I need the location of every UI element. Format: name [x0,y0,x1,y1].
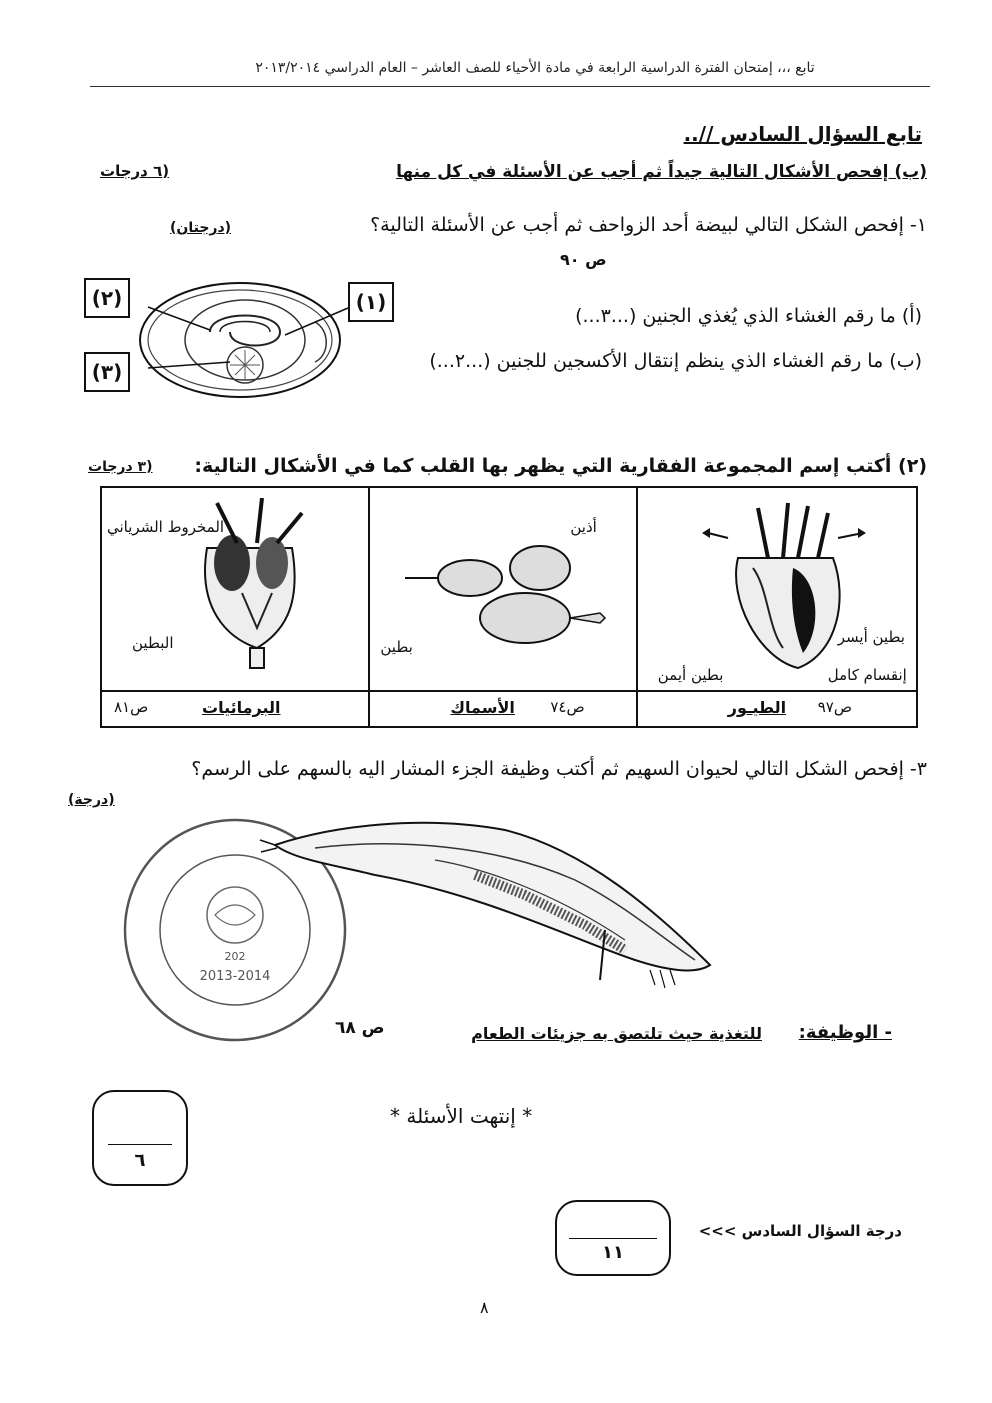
hearts-table [100,486,918,728]
grade-box-total [555,1200,671,1276]
fish-label-ventricle: بطين [380,638,413,656]
amphibians-heart-cell [101,487,369,691]
amphibians-answer-cell [101,691,369,727]
header-divider [90,86,930,87]
birds-heart-diagram [698,498,868,678]
grade-box-part-b-value: ٦ [134,1150,146,1171]
section-title: تابع السؤال السادس //.. [683,122,922,146]
q2-marks: (٣ درجات [88,459,153,475]
birds-label-left-ventricle: بطين أيسر [837,628,905,646]
q3-text: ٣- إفحص الشكل التالي لحيوان السهيم ثم أكتب وظيفة الجزء المشار اليه بالسهم على الرسم؟ [191,758,927,780]
fish-label-atrium: أذين [570,518,597,536]
stamp-year: 2013-2014 [199,969,271,984]
q1-page-ref: ص ٩٠ [560,250,607,269]
q2-text: (٢) أكتب إسم المجموعة الفقارية التي يظهر بها القلب كما في الأشكال التالية: [194,455,927,477]
grade-box-divider [108,1144,172,1145]
q3-marks: (درجة) [68,792,115,808]
fish-answer: الأسماك [450,698,515,717]
q1-marks: (درجتان) [170,220,232,236]
part-b-instruction: (ب) إفحص الأشكال التالية جيداً ثم أجب عن الأسئلة في كل منها [396,162,927,182]
q3-page-ref: ص ٦٨ [335,1018,385,1038]
fish-heart-cell [369,487,636,691]
fish-answer-cell [369,691,636,727]
amphibians-page: ص٨١ [114,698,149,716]
exam-header: تابع ،،، إمتحان الفترة الدراسية الرابعة في مادة الأحياء للصف العاشر – العام الدراسي ٢٠١٣/٢٠١٤ [255,60,815,76]
stamp-code: 202 [224,950,246,963]
grade-total-value: ١١ [602,1242,624,1263]
amphibians-label-ventricle: البطين [132,634,174,652]
birds-label-complete-septum: إنقسام كامل [827,666,907,684]
q3-function-answer: للتغذية حيث تلتصق به جزيئات الطعام [471,1024,762,1043]
fish-heart-diagram [395,538,615,658]
birds-label-right-ventricle: بطين أيمن [657,666,724,684]
part-b-marks: (٦ درجات [100,162,170,180]
q3-function-label: - الوظيفة: [798,1022,892,1043]
page-number: ٨ [480,1298,489,1317]
grade-total-label: درجة السؤال السادس >>> [698,1222,902,1240]
end-of-questions: * إنتهت الأسئلة * [390,1104,533,1128]
birds-heart-cell [637,487,917,691]
fish-page: ص٧٤ [550,698,585,716]
amphibians-answer: البرمائيات [202,698,281,717]
egg-label-3: (٣) [84,352,130,392]
grade-total-divider [569,1238,657,1239]
birds-answer-cell [637,691,917,727]
q1-a: (أ) ما رقم الغشاء الذي يُغذي الجنين (...٣...) [575,305,922,327]
amphioxus-diagram [255,800,725,1000]
amphibians-label-conus: المخروط الشرياني [107,518,225,536]
grade-box-part-b [92,1090,188,1186]
egg-label-2: (٢) [84,278,130,318]
q1-b: (ب) ما رقم الغشاء الذي ينظم إنتقال الأكسجين للجنين (...٢...) [429,350,922,372]
q1-text: ١- إفحص الشكل التالي لبيضة أحد الزواحف ثم أجب عن الأسئلة التالية؟ [370,214,927,236]
birds-page: ص٩٧ [817,698,853,716]
birds-answer: الطيـور [727,698,787,717]
egg-label-1: (١) [348,282,394,322]
